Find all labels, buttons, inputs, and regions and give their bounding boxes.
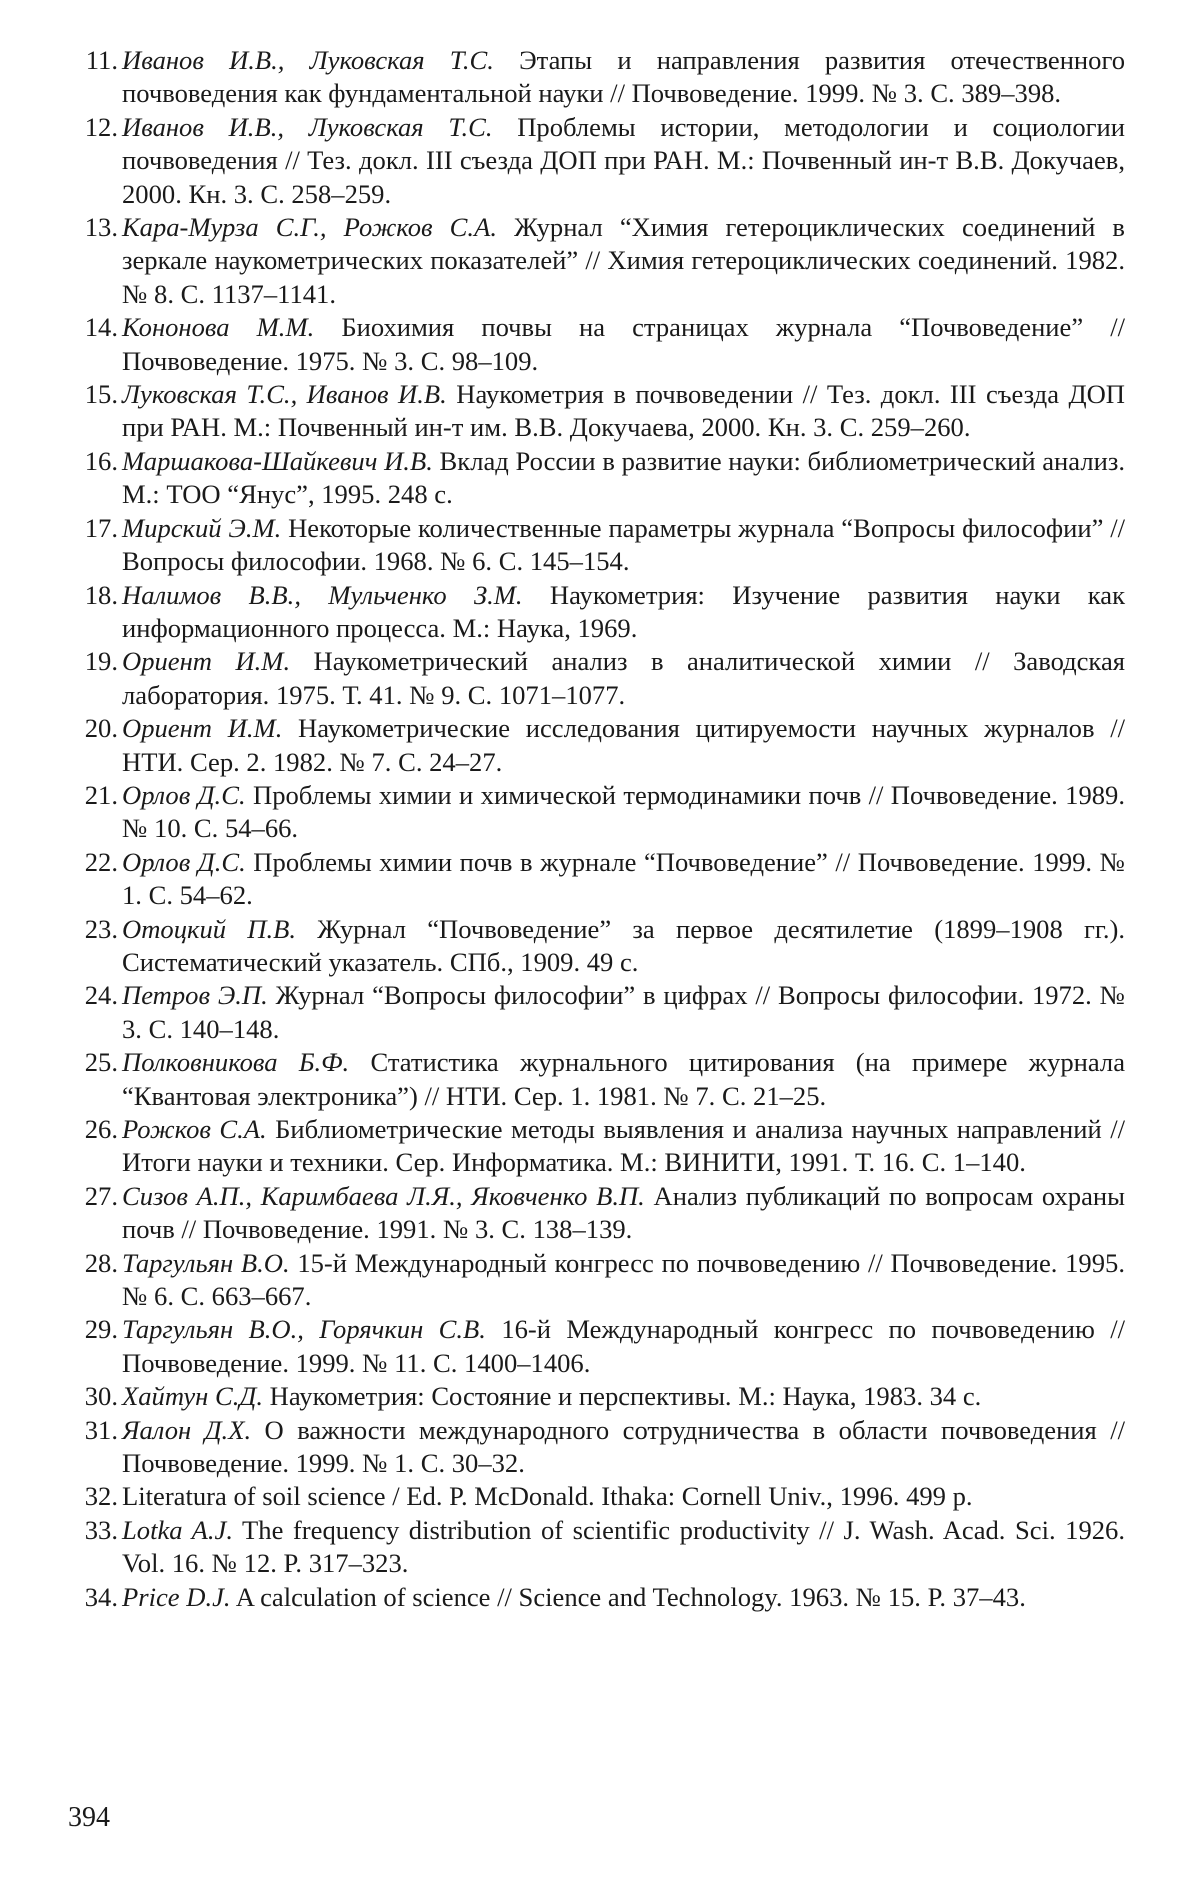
reference-number: 26. — [60, 1113, 122, 1146]
reference-authors: Налимов В.В., Мульченко З.М. — [122, 580, 523, 610]
reference-number: 30. — [60, 1380, 122, 1413]
reference-number: 14. — [60, 311, 122, 344]
reference-authors: Сизов А.П., Каримбаева Л.Я., Яковченко В.П. — [122, 1181, 645, 1211]
reference-item — [60, 645, 1125, 712]
reference-number: 20. — [60, 712, 122, 745]
reference-number: 19. — [60, 645, 122, 678]
reference-number: 18. — [60, 579, 122, 612]
reference-text: 15-й Международный конгресс по почвоведению // Почвоведение. 1995. № 6. С. 663–667. — [122, 1248, 1125, 1311]
reference-authors: Lotka A.J. — [122, 1515, 233, 1545]
reference-text: Журнал “Почвоведение” за первое десятилетие (1899–1908 гг.). Систематический указатель. СПб., 1909. 49 с. — [122, 914, 1125, 977]
reference-list — [60, 44, 1125, 1614]
reference-text: Биохимия почвы на страницах журнала “Почвоведение” // Почвоведение. 1975. № 3. С. 98–109. — [122, 312, 1125, 375]
reference-item — [60, 1180, 1125, 1247]
reference-text: Статистика журнального цитирования (на примере журнала “Квантовая электроника”) // НТИ. Сер. 1. 1981. № 7. С. 21–25. — [122, 1047, 1125, 1110]
reference-text: Некоторые количественные параметры журнала “Вопросы философии” // Вопросы философии. 1968. № 6. С. 145–154. — [122, 513, 1125, 576]
reference-number: 34. — [60, 1581, 122, 1614]
reference-number: 23. — [60, 913, 122, 946]
reference-text: Literatura of soil science / Ed. P. McDonald. Ithaka: Cornell Univ., 1996. 499 p. — [122, 1481, 973, 1511]
reference-number: 12. — [60, 111, 122, 144]
reference-page — [60, 44, 1125, 1614]
reference-item — [60, 979, 1125, 1046]
reference-number: 33. — [60, 1514, 122, 1547]
reference-item — [60, 1581, 1125, 1614]
reference-text: Наукометрия: Состояние и перспективы. М.: Наука, 1983. 34 с. — [263, 1381, 981, 1411]
reference-text: Журнал “Вопросы философии” в цифрах // Вопросы философии. 1972. № 3. С. 140–148. — [122, 980, 1125, 1043]
reference-authors: Хайтун С.Д. — [122, 1381, 263, 1411]
reference-item — [60, 211, 1125, 311]
reference-authors: Кононова М.М. — [122, 312, 314, 342]
reference-authors: Price D.J. — [122, 1582, 231, 1612]
reference-text: Вклад России в развитие науки: библиометрический анализ. М.: ТОО “Янус”, 1995. 248 с. — [122, 446, 1125, 509]
reference-item — [60, 111, 1125, 211]
reference-text: 16-й Международный конгресс по почвоведению // Почвоведение. 1999. № 11. С. 1400–1406. — [122, 1314, 1125, 1377]
reference-authors: Отоцкий П.В. — [122, 914, 296, 944]
reference-authors: Таргульян В.О. — [122, 1248, 290, 1278]
reference-authors: Орлов Д.С. — [122, 847, 246, 877]
reference-authors: Иванов И.В., Луковская Т.С. — [122, 45, 494, 75]
reference-authors: Рожков С.А. — [122, 1114, 267, 1144]
reference-authors: Мирский Э.М. — [122, 513, 281, 543]
reference-item — [60, 1380, 1125, 1413]
reference-item — [60, 712, 1125, 779]
reference-item — [60, 1113, 1125, 1180]
reference-text: Этапы и направления развития отечественного почвоведения как фундаментальной науки // Почвоведение. 1999. № 3. С. 389–398. — [122, 45, 1125, 108]
reference-text: Проблемы истории, методологии и социологии почвоведения // Тез. докл. III съезда ДОП при РАН. М.: Почвенный ин-т В.В. Докучаев, 2000. Кн. 3. С. 258–259. — [122, 112, 1125, 209]
reference-number: 24. — [60, 979, 122, 1012]
reference-text: Наукометрия: Изучение развития науки как информационного процесса. М.: Наука, 1969. — [122, 580, 1125, 643]
reference-item — [60, 1514, 1125, 1581]
reference-item — [60, 378, 1125, 445]
page-number: 394 — [68, 1802, 110, 1834]
reference-text: Журнал “Химия гетероциклических соединений в зеркале наукометрических показателей” // Химия гетероциклических соединений. 1982. № 8. С. 1137–1141. — [122, 212, 1125, 309]
reference-item — [60, 44, 1125, 111]
reference-number: 22. — [60, 846, 122, 879]
reference-item — [60, 579, 1125, 646]
reference-item — [60, 779, 1125, 846]
reference-number: 11. — [60, 44, 122, 77]
reference-number: 28. — [60, 1247, 122, 1280]
reference-text: A calculation of science // Science and Technology. 1963. № 15. P. 37–43. — [231, 1582, 1026, 1612]
reference-authors: Маршакова-Шайкевич И.В. — [122, 446, 433, 476]
reference-text: Анализ публикаций по вопросам охраны почв // Почвоведение. 1991. № 3. С. 138–139. — [122, 1181, 1125, 1244]
reference-authors: Кара-Мурза С.Г., Рожков С.А. — [122, 212, 497, 242]
reference-item — [60, 1046, 1125, 1113]
reference-text: Проблемы химии и химической термодинамики почв // Почвоведение. 1989. № 10. С. 54–66. — [122, 780, 1125, 843]
reference-authors: Ориент И.М. — [122, 646, 290, 676]
reference-item — [60, 512, 1125, 579]
reference-number: 16. — [60, 445, 122, 478]
reference-number: 15. — [60, 378, 122, 411]
reference-item — [60, 1480, 1125, 1513]
reference-text: Наукометрия в почвоведении // Тез. докл. III съезда ДОП при РАН. М.: Почвенный ин-т им. В.В. Докучаева, 2000. Кн. 3. С. 259–260. — [122, 379, 1125, 442]
reference-authors: Таргульян В.О., Горячкин С.В. — [122, 1314, 486, 1344]
reference-number: 31. — [60, 1414, 122, 1447]
reference-authors: Яалон Д.Х. — [122, 1415, 251, 1445]
reference-authors: Иванов И.В., Луковская Т.С. — [122, 112, 493, 142]
reference-text: О важности международного сотрудничества в области почвоведения // Почвоведение. 1999. № 1. С. 30–32. — [122, 1415, 1125, 1478]
reference-number: 27. — [60, 1180, 122, 1213]
reference-authors: Ориент И.М. — [122, 713, 282, 743]
reference-authors: Орлов Д.С. — [122, 780, 246, 810]
reference-text: Проблемы химии почв в журнале “Почвоведение” // Почвоведение. 1999. № 1. С. 54–62. — [122, 847, 1125, 910]
reference-text: Наукометрический анализ в аналитической химии // Заводская лаборатория. 1975. Т. 41. № 9. С. 1071–1077. — [122, 646, 1125, 709]
reference-text: The frequency distribution of scientific productivity // J. Wash. Acad. Sci. 1926. Vol. 16. № 12. P. 317–323. — [122, 1515, 1125, 1578]
reference-authors: Петров Э.П. — [122, 980, 268, 1010]
reference-authors: Полковникова Б.Ф. — [122, 1047, 349, 1077]
reference-authors: Луковская Т.С., Иванов И.В. — [122, 379, 447, 409]
reference-item — [60, 1414, 1125, 1481]
reference-item — [60, 1247, 1125, 1314]
reference-number: 17. — [60, 512, 122, 545]
reference-number: 32. — [60, 1480, 122, 1513]
reference-number: 13. — [60, 211, 122, 244]
reference-number: 25. — [60, 1046, 122, 1079]
reference-item — [60, 1313, 1125, 1380]
reference-item — [60, 913, 1125, 980]
reference-number: 21. — [60, 779, 122, 812]
reference-item — [60, 846, 1125, 913]
reference-number: 29. — [60, 1313, 122, 1346]
reference-text: Библиометрические методы выявления и анализа научных направлений // Итоги науки и техники. Сер. Информатика. М.: ВИНИТИ, 1991. Т. 16. С. 1–140. — [122, 1114, 1125, 1177]
reference-item — [60, 311, 1125, 378]
reference-item — [60, 445, 1125, 512]
reference-text: Наукометрические исследования цитируемости научных журналов // НТИ. Сер. 2. 1982. № 7. С. 24–27. — [122, 713, 1125, 776]
